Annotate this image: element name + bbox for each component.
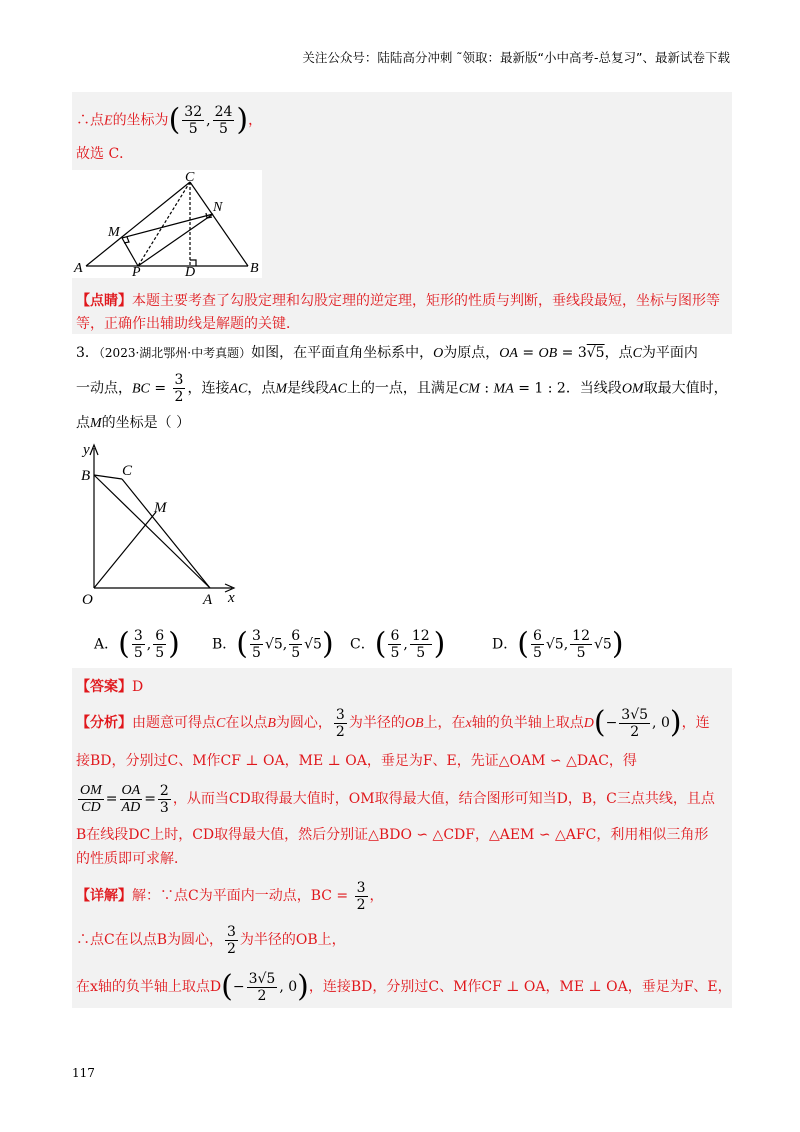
var-e: E xyxy=(104,113,113,129)
label-m: M xyxy=(108,225,120,240)
answer-line: 【答案】D xyxy=(76,679,144,695)
question-3-line2: 一动点，BC = $\frac{3}{2}$ ，连接AC，点M是线段AC上的一点，且满足CM : MA = 1 : 2．当线段OM取最大值时， xyxy=(76,372,728,405)
dianjing-tag: 【点睛】 xyxy=(76,293,132,309)
fraction-e-x: $\frac{32}{5}$ xyxy=(184,104,203,137)
label-b: B xyxy=(81,468,91,484)
label-a: A xyxy=(203,592,213,608)
coordinate-figure-2 xyxy=(72,440,252,610)
solution-prev-line1: ∴点E的坐标为( $\frac{32}{5}$ , $\frac{24}{5}$ )， xyxy=(76,102,263,138)
paren-left: ( xyxy=(168,102,181,138)
option-a[interactable]: A．( $\frac{3}{5}$ , $\frac{6}{5}$ ) xyxy=(94,626,180,662)
page-header: 关注公众号：陆陆高分冲刺 ˜领取：最新版“小中高考-总复习”、最新试卷下载 xyxy=(302,50,730,65)
label-x: x xyxy=(228,590,235,606)
text: 本题主要考查了勾股定理和勾股定理的逆定理，矩形的性质与判断，垂线段最短，坐标与图形等 xyxy=(132,293,720,309)
fraction-e-y: $\frac{24}{5}$ xyxy=(214,104,233,137)
label-y: y xyxy=(83,442,90,458)
analysis-line1: 【分析】由题意可得点C在以点B为圆心， $\frac{3}{2}$ 为半径的OB上，在x轴的负半轴上取点D(− $\frac{3√5}{2}$ , 0)，连 xyxy=(76,705,710,740)
label-c: C xyxy=(185,170,195,185)
analysis-line4: B在线段DC上时，CD取得最大值，然后分别证△BDO ∽ △CDF，△AEM ∽ △AFC，利用相似三角形 xyxy=(76,827,709,843)
option-c[interactable]: C．( $\frac{6}{5}$ , $\frac{12}{5}$ ) xyxy=(350,626,446,662)
text: ∴点 xyxy=(76,112,104,129)
label-m: M xyxy=(154,500,167,516)
option-d[interactable]: D．( $\frac{6}{5}$ √5, $\frac{12}{5}$ √5) xyxy=(492,626,624,662)
question-3-line1: 3．（2023·湖北鄂州·中考真题）如图，在平面直角坐标系中，O为原点，OA = OB = 3√5，点C为平面内 xyxy=(76,345,698,361)
text: ， xyxy=(248,112,263,129)
dianjing-line1 xyxy=(76,290,720,312)
page-number: 117 xyxy=(72,1066,95,1080)
analysis-line5: 的性质即可求解． xyxy=(76,851,188,867)
option-b[interactable]: B．( $\frac{3}{5}$ √5, $\frac{6}{5}$ √5) xyxy=(212,626,334,662)
label-p: P xyxy=(132,265,141,278)
detail-line2: ∴点C在以点B为圆心， $\frac{3}{2}$ 为半径的OB上， xyxy=(76,923,346,957)
solution-prev-line2: 故选 C． xyxy=(76,146,134,162)
label-b: B xyxy=(250,261,259,276)
detail-line1: 【详解】解：∵点C为平面内一动点，BC = $\frac{3}{2}$ ， xyxy=(76,879,384,913)
fraction-bc: $\frac{3}{2}$ xyxy=(174,372,184,405)
text: 的坐标为 xyxy=(112,112,169,129)
dianjing-line2: 等，正确作出辅助线是解题的关键． xyxy=(76,316,300,332)
label-d: D xyxy=(185,265,196,278)
label-a: A xyxy=(74,261,83,276)
analysis-line3: $\frac{OM}{CD}$ = $\frac{OA}{AD}$ = $\frac{2}{3}$ ，从而当CD取得最大值时，OM取得最大值，结合图形可知当D，B，C三点共线，且点 xyxy=(80,782,715,816)
label-o: O xyxy=(82,592,93,608)
paren-right: ) xyxy=(236,102,249,138)
analysis-line2: 接BD，分别过C、M作CF ⊥ OA，ME ⊥ OA，垂足为F、E，先证△OAM ∽ △DAC，得 xyxy=(76,753,637,769)
detail-line3: 在x轴的负半轴上取点D(− $\frac{3√5}{2}$ , 0)，连接BD，分别过C、M作CF ⊥ OA，ME ⊥ OA，垂足为F、E， xyxy=(76,969,732,1004)
label-n: N xyxy=(213,200,223,215)
question-3-line3: 点M的坐标是（ ） xyxy=(76,415,191,431)
geometry-figure-1 xyxy=(72,170,262,278)
label-c: C xyxy=(122,463,133,479)
